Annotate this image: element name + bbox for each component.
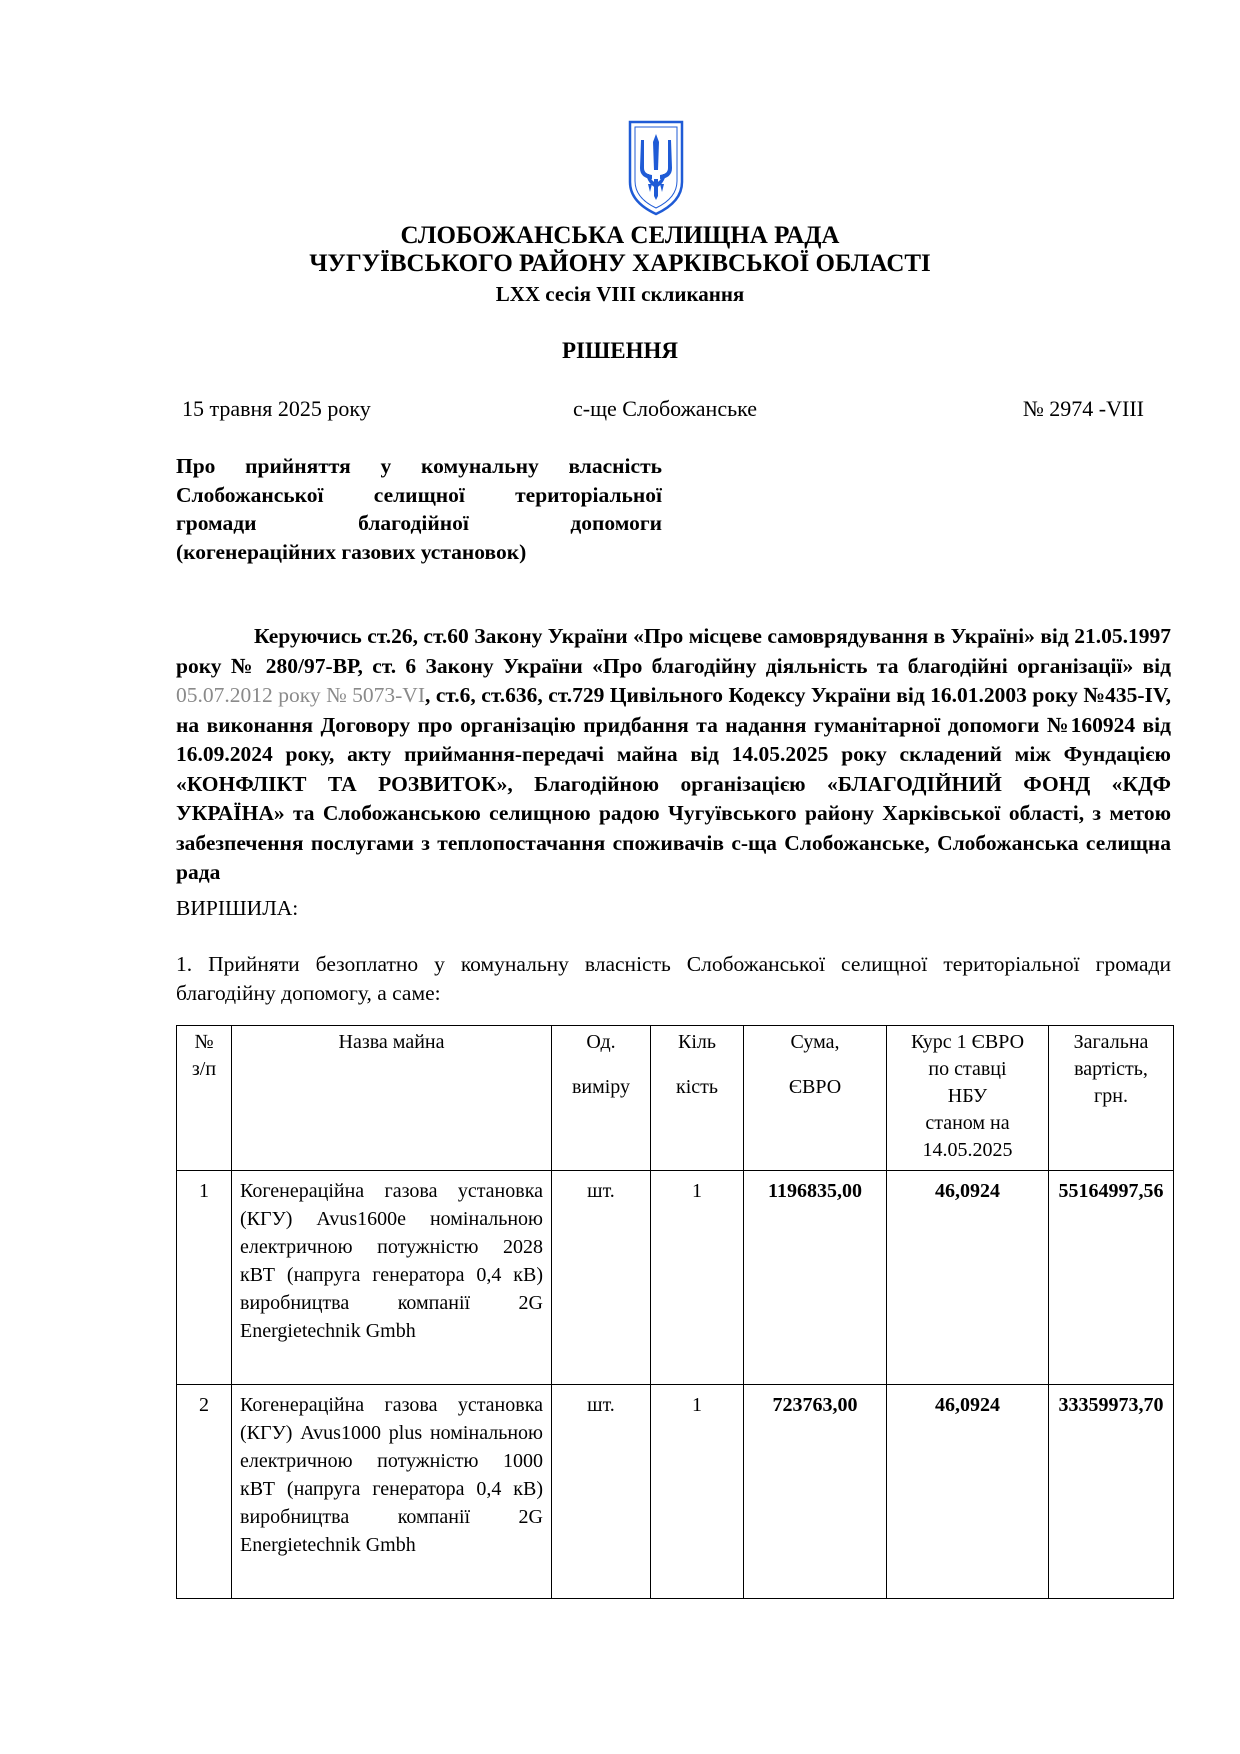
table-row [177, 1171, 1174, 1385]
row-name: Когенераційна газова установка (КГУ) Avus1000 plus номінальною електричною потужністю 1000 кВТ (напруга генератора 0,4 кВ) виробництва компанії 2G Energietechnik Gmbh [232, 1385, 552, 1599]
decision-place: с-ще Слобожанське [573, 396, 758, 421]
header-unit-line: виміру [571, 1076, 631, 1098]
header-sum [744, 1026, 887, 1171]
subject-line: (когенераційних газових установок) [176, 539, 527, 564]
header-rate-line: 14.05.2025 [922, 1139, 1013, 1161]
row-name: Когенераційна газова установка (КГУ) Avus1600e номінальною електричною потужністю 2028 кВТ (напруга генератора 0,4 кВ) виробництва компанії 2G Energietechnik Gmbh [232, 1171, 552, 1385]
header-rate-line: станом на [925, 1112, 1010, 1134]
row-sum: 1196835,00 [744, 1171, 887, 1385]
header-qty [651, 1026, 744, 1171]
preamble-part-2: , ст.6, ст.636, ст.729 Цивільного Кодексу України від 16.01.2003 року №435-IV, на виконання Договору про організацію придбання та надання гуманітарної допомоги №160924 від 16.09.2024 року, акту приймання-передачі майна від 14.05.2025 року складений між Фундацією «КОНФЛІКТ ТА РОЗВИТОК», Благодійною організацією «БЛАГОДІЙНИЙ ФОНД «КДФ УКРАЇНА» та Слобожанською селищною радою Чугуївського району Харківської області, з метою забезпечення послугами з теплопостачання споживачів с-ща Слобожанське, Слобожанська селищна рада [176, 683, 1171, 884]
row-qty: 1 [651, 1385, 744, 1599]
row-sum: 723763,00 [744, 1385, 887, 1599]
header-total [1049, 1026, 1174, 1171]
row-total: 33359973,70 [1049, 1385, 1174, 1599]
header-rate-line: НБУ [947, 1085, 988, 1107]
header-no-line: № [194, 1031, 214, 1053]
decision-number: № 2974 -VIII [1022, 396, 1144, 421]
header-qty-line: Кіль [678, 1031, 716, 1053]
subject-line: Про прийняття у комунальну власність [176, 454, 662, 478]
preamble-paragraph [176, 622, 1171, 888]
header-qty-line: кість [675, 1076, 718, 1098]
subject-line: громади благодійної допомоги [176, 511, 662, 535]
subject-line: Слобожанської селищної територіальної [176, 482, 662, 507]
assets-table [176, 1025, 1174, 1599]
row-total: 55164997,56 [1049, 1171, 1174, 1385]
ukraine-trident-emblem-icon [626, 118, 686, 218]
header-total-line: Загальна [1073, 1031, 1149, 1053]
header-no-line: з/п [191, 1058, 217, 1080]
decision-subject [176, 452, 662, 566]
row-rate: 46,0924 [887, 1385, 1049, 1599]
header-rate [887, 1026, 1049, 1171]
row-unit: шт. [552, 1171, 651, 1385]
district-name: ЧУГУЇВСЬКОГО РАЙОНУ ХАРКІВСЬКОЇ ОБЛАСТІ [309, 250, 931, 277]
preamble-part-1: Керуючись ст.26, ст.60 Закону України «Про місцеве самоврядування в Україні» від 21.05.1997 року № 280/97-ВР, ст. 6 Закону України «Про благодійну діяльність та благодійні організації» від [176, 624, 1171, 678]
header-total-line: грн. [1094, 1085, 1128, 1107]
row-no: 2 [177, 1385, 232, 1599]
header-sum-line: Сума, [790, 1031, 840, 1053]
session-line: LXX сесія VIII скликання [495, 282, 745, 306]
row-no: 1 [177, 1171, 232, 1385]
law-reference-gray: 05.07.2012 року № 5073-VI [176, 683, 425, 707]
council-name: СЛОБОЖАНСЬКА СЕЛИЩНА РАДА [400, 222, 840, 249]
decision-date: 15 травня 2025 року [182, 396, 371, 421]
header-unit [552, 1026, 651, 1171]
table-header-row [177, 1026, 1174, 1171]
header-unit-line: Од. [586, 1031, 616, 1053]
document-type: РІШЕННЯ [562, 338, 678, 363]
header-total-line: вартість, [1074, 1058, 1148, 1080]
decided-heading: ВИРІШИЛА: [176, 896, 299, 920]
header-no [177, 1026, 232, 1171]
header-rate-line: Курс 1 ЄВРО [910, 1031, 1025, 1053]
header-sum-line: ЄВРО [788, 1076, 842, 1098]
table-row [177, 1385, 1174, 1599]
row-rate: 46,0924 [887, 1171, 1049, 1385]
decision-item-1: 1. Прийняти безоплатно у комунальну власність Слобожанської селищної територіальної громади благодійну допомогу, а саме: [176, 952, 1171, 1005]
header-name: Назва майна [232, 1026, 552, 1171]
row-unit: шт. [552, 1385, 651, 1599]
row-qty: 1 [651, 1171, 744, 1385]
header-rate-line: по ставці [928, 1058, 1007, 1080]
